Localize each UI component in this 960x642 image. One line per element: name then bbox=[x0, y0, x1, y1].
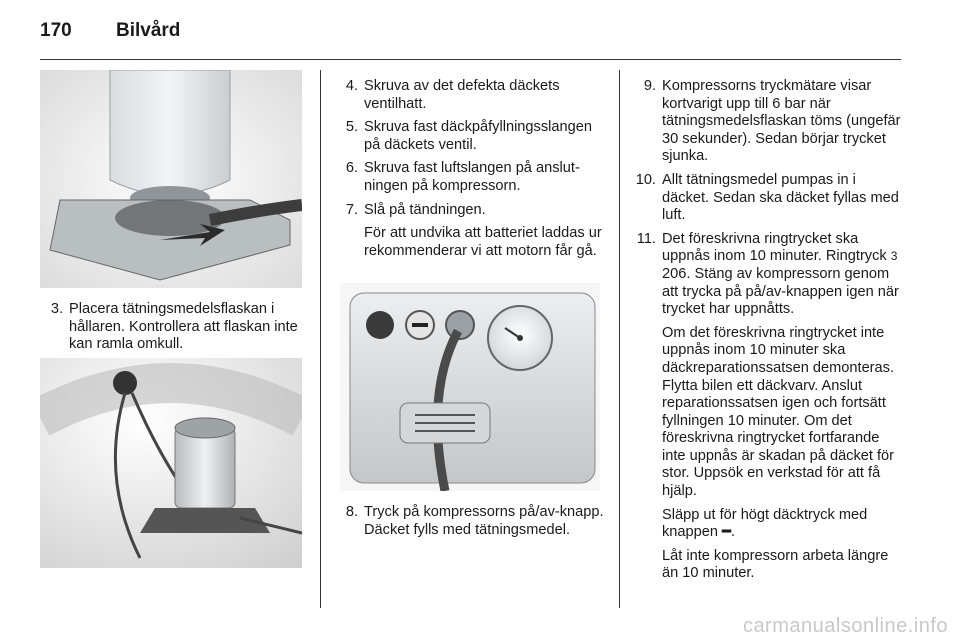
step-10 bbox=[613, 172, 905, 225]
step-11 bbox=[613, 231, 905, 319]
header-rule bbox=[40, 59, 901, 60]
step-text: Allt tätningsmedel pumpas in i däcket. Sedan ska däcket fyllas med luft. bbox=[662, 171, 899, 224]
column-divider-left bbox=[320, 70, 321, 608]
column-middle bbox=[330, 78, 605, 266]
note-compressor-time-limit: Låt inte kompressorn arbeta längre än 10 minuter. bbox=[662, 547, 889, 582]
step-7 bbox=[330, 202, 605, 220]
step-number: 5. bbox=[345, 119, 358, 136]
release-text-end: . bbox=[730, 524, 735, 541]
step-number: 7. bbox=[345, 201, 358, 218]
page-header bbox=[40, 20, 180, 46]
step-7-note: För att undvika att batteriet laddas ur rekommenderar vi att motorn får gå. bbox=[364, 225, 602, 259]
page-reference-icon: 3 bbox=[890, 249, 898, 264]
step-8 bbox=[330, 504, 605, 545]
step-text: Tryck på kompressorns på/av-knapp. Däcket fylls med tätningsmedel. bbox=[364, 504, 604, 538]
step-number: 4. bbox=[345, 78, 358, 94]
step-number: 8. bbox=[345, 504, 358, 520]
note-release-pressure bbox=[613, 507, 905, 542]
figure-compressor bbox=[340, 283, 600, 491]
compressor-illustration bbox=[340, 283, 600, 491]
page-title: Bilvård bbox=[116, 20, 181, 41]
watermark: carmanualsonline.info bbox=[742, 615, 948, 637]
figure-bottle-connected-to-tyre bbox=[40, 358, 302, 568]
step-3 bbox=[40, 301, 302, 360]
step-text bbox=[662, 231, 905, 319]
step-6 bbox=[330, 160, 605, 195]
tyre-connection-illustration bbox=[40, 358, 302, 568]
step-text: Placera tätningsmedelsflaskan i hållaren. Kontrollera att flaskan inte kan ramla omkull. bbox=[69, 301, 298, 353]
step-number: 6. bbox=[345, 160, 358, 177]
page-number: 170 bbox=[40, 20, 72, 41]
step-text: Kompressorns tryckmätare visar kortvarigt upp till 6 bar när tätningsmedelsflaskan töms (ungefär 30 sekunder). Sedan börjar trycket sjunka. bbox=[662, 78, 901, 165]
step-text: Slå på tändningen. bbox=[364, 201, 486, 218]
step-number: 3. bbox=[50, 301, 63, 317]
release-text-start: Släpp ut för högt däcktryck med knappen bbox=[662, 506, 868, 541]
step-text: Skruva fast däckpåfyllningsslangen på däckets ventil. bbox=[364, 119, 592, 153]
column-right bbox=[613, 78, 905, 589]
step-9 bbox=[613, 78, 905, 166]
figure-sealant-bottle-holder bbox=[40, 70, 302, 288]
note-pressure-not-reached: Om det föreskrivna ringtrycket inte uppnås inom 10 minuter ska däckreparationssatsen demonteras. Flytta bilen ett däckvarv. Anslut reparationssatsen igen och fortsätt fyllningen 10 minuter. Om det föreskrivna ringtrycket fortfarande inte uppnås är skadan på däcket för stor. Uppsök en verkstad för att få hjälp. bbox=[662, 324, 895, 500]
step-text: Skruva av det defekta däckets ventilhatt. bbox=[364, 78, 560, 112]
step-5 bbox=[330, 119, 605, 154]
step-11-text-end: 206. Stäng av kompressorn genom att trycka på på/av-knappen igen när trycket har uppnåtts. bbox=[662, 265, 899, 318]
minus-button-icon: ━ bbox=[722, 524, 731, 541]
step-number: 10. bbox=[635, 171, 656, 188]
step-4 bbox=[330, 78, 605, 113]
sealant-bottle-illustration bbox=[40, 70, 302, 288]
step-11-text-start: Det föreskrivna ringtrycket ska uppnås inom 10 minuter. Ringtryck bbox=[662, 230, 891, 265]
step-text: Skruva fast luftslangen på anslutningen på kompressorn. bbox=[364, 160, 580, 194]
step-number: 9. bbox=[643, 78, 656, 94]
step-number: 11. bbox=[636, 230, 656, 247]
